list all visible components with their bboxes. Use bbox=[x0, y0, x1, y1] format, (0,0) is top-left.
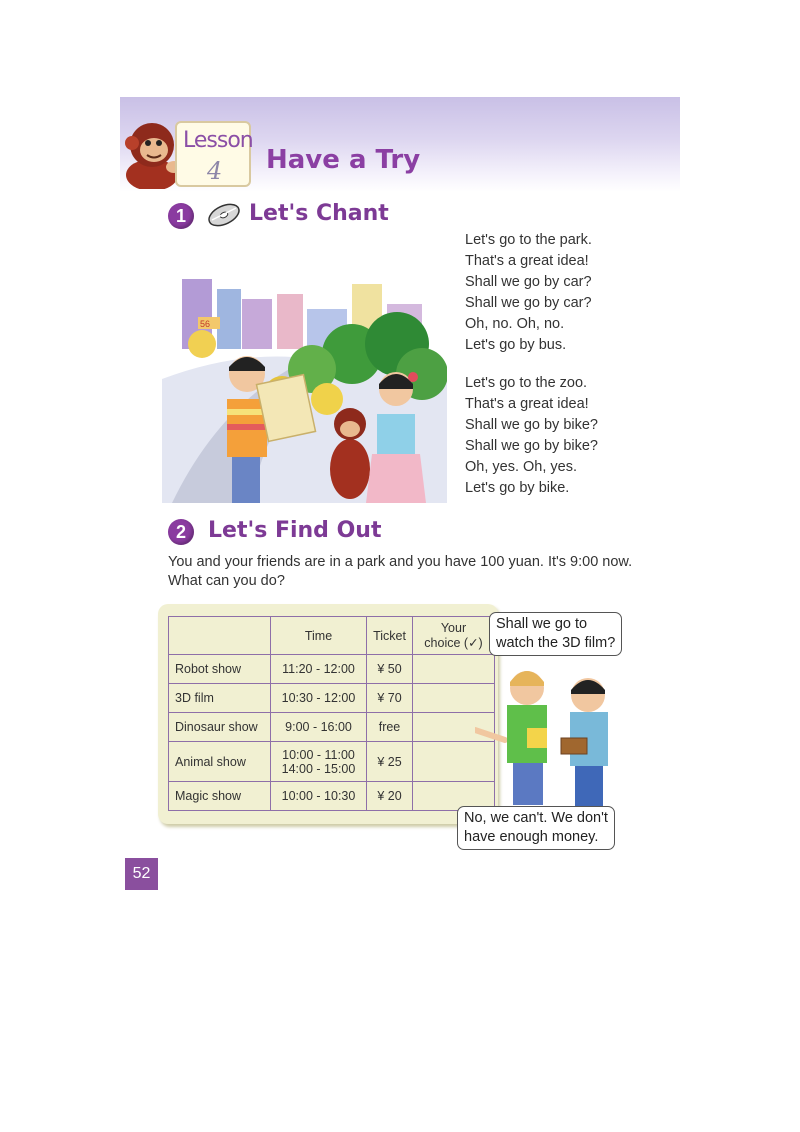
lesson-title: Have a Try bbox=[266, 145, 421, 175]
chant-line: Shall we go by bike? bbox=[465, 438, 598, 454]
event-ticket: free bbox=[367, 713, 413, 742]
bus-sign-number: 56 bbox=[200, 319, 211, 329]
event-ticket: ¥ 70 bbox=[367, 684, 413, 713]
event-ticket: ¥ 20 bbox=[367, 782, 413, 811]
cd-audio-icon bbox=[206, 200, 242, 230]
event-name: 3D film bbox=[169, 684, 271, 713]
event-ticket: ¥ 25 bbox=[367, 742, 413, 782]
park-city-scene-illustration bbox=[162, 259, 447, 503]
chant-line: Oh, yes. Oh, yes. bbox=[465, 459, 578, 475]
chant-line: Let's go by bus. bbox=[465, 337, 567, 353]
chant-line: That's a great idea! bbox=[465, 396, 589, 412]
event-name: Animal show bbox=[169, 742, 271, 782]
event-time: 9:00 - 16:00 bbox=[271, 713, 367, 742]
header-empty bbox=[169, 617, 271, 655]
page-number: 52 bbox=[125, 858, 158, 890]
bubble-line: Shall we go to bbox=[496, 616, 588, 632]
lesson-number: 4 bbox=[207, 157, 223, 185]
lesson-word: Lesson bbox=[183, 128, 253, 153]
chant-line: Let's go to the zoo. bbox=[465, 375, 588, 391]
event-name: Dinosaur show bbox=[169, 713, 271, 742]
events-table bbox=[168, 616, 495, 811]
lesson-badge bbox=[175, 121, 251, 187]
event-time: 10:30 - 12:00 bbox=[271, 684, 367, 713]
section-2-intro: You and your friends are in a park and you have 100 yuan. It's 9:00 now. What can you do? bbox=[168, 554, 633, 589]
table-row bbox=[169, 742, 495, 782]
header-choice-line: Your bbox=[440, 620, 467, 635]
chant-line: Let's go by bike. bbox=[465, 480, 570, 496]
event-name: Magic show bbox=[169, 782, 271, 811]
answer-speech-bubble bbox=[457, 806, 615, 850]
event-name: Robot show bbox=[169, 655, 271, 684]
chant-line: That's a great idea! bbox=[465, 253, 589, 269]
table-row bbox=[169, 782, 495, 811]
event-time: 11:20 - 12:00 bbox=[271, 655, 367, 684]
chant-verse-1 bbox=[465, 230, 665, 356]
table-header-row bbox=[169, 617, 495, 655]
table-row bbox=[169, 713, 495, 742]
section-1-number: 1 bbox=[168, 203, 194, 229]
table-row bbox=[169, 655, 495, 684]
section-1-title: Let's Chant bbox=[249, 201, 389, 226]
chant-line: Let's go to the park. bbox=[465, 232, 592, 248]
bubble-line: watch the 3D film? bbox=[496, 635, 616, 651]
event-ticket: ¥ 50 bbox=[367, 655, 413, 684]
section-2-title: Let's Find Out bbox=[208, 518, 382, 543]
bubble-line: have enough money. bbox=[464, 829, 599, 845]
event-time-line: 10:00 - 11:00 bbox=[282, 747, 355, 762]
event-time: 10:00 - 10:30 bbox=[271, 782, 367, 811]
chant-verse-2 bbox=[465, 373, 665, 499]
chant-line: Shall we go by car? bbox=[465, 274, 592, 290]
header-choice-line: choice (✓) bbox=[424, 635, 483, 650]
chant-line: Shall we go by car? bbox=[465, 295, 592, 311]
event-time-line: 14:00 - 15:00 bbox=[281, 761, 356, 776]
section-2-number: 2 bbox=[168, 519, 194, 545]
header-time: Time bbox=[271, 617, 367, 655]
header-ticket: Ticket bbox=[367, 617, 413, 655]
table-row bbox=[169, 684, 495, 713]
chant-line: Oh, no. Oh, no. bbox=[465, 316, 565, 332]
bubble-line: No, we can't. We don't bbox=[464, 810, 608, 826]
header-choice bbox=[413, 617, 495, 655]
event-time bbox=[271, 742, 367, 782]
question-speech-bubble bbox=[489, 612, 622, 656]
chant-line: Shall we go by bike? bbox=[465, 417, 598, 433]
two-boys-illustration bbox=[475, 660, 635, 820]
